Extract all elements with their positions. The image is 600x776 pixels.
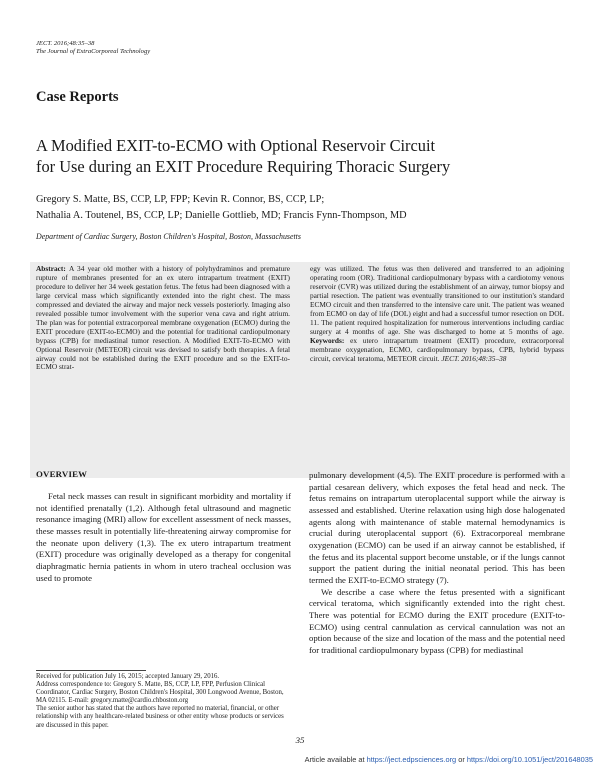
abstract-citation: JECT. 2016;48:35–38: [441, 353, 507, 363]
authors-line-2: Nathalia A. Toutenel, BS, CCP, LP; Danielle Gottlieb, MD; Francis Fynn-Thompson, MD: [36, 210, 407, 221]
authors-line-1: Gregory S. Matte, BS, CCP, LP, FPP; Kevin R. Connor, BS, CCP, LP;: [36, 194, 325, 205]
title-line-1: A Modified EXIT-to-ECMO with Optional Reservoir Circuit: [36, 136, 436, 155]
abstract-left-text: A 34 year old mother with a history of polyhydraminos and premature rupture of membranes presented for an ex utero intrapartum treatment (EXIT) procedure to deliver her 34 week gestation fetus. The fetus had been diagnosed with a large cervical mass which significantly extended into the right chest. The mass compressed and deviated the airway and major neck vessels posteriorly. Imaging also revealed possible tumor involvement with the superior vena cava and right atrium. The plan was for potential extracorporeal membrane oxygenation (ECMO) during the EXIT procedure (EXIT-to-ECMO) and the potential for traditional cardiopulmonary bypass (CPB) for mediastinal tumor resection. A Modified EXIT-To-ECMO with Optional Reservoir (METEOR) circuit was devised to satisfy both therapies. A fetal airway could not be established during the EXIT procedure and so the EXIT-to-ECMO strat-: [36, 264, 290, 372]
disclosure-note: The senior author has stated that the authors have reported no material, financial, or other relationship with any healthcare-related business or other entity whose products or services are discussed in this paper.: [36, 705, 284, 729]
footnote-divider: [36, 670, 146, 671]
overview-paragraph-2: We describe a case where the fetus presented with a significant cervical teratoma, which significantly extended into the right chest. There was potential for ECMO during the EXIT procedure (EXIT-to-ECMO) using central cannulation as cervical cannulation was not an option because of the size and location of the mass and the potential need for traditional cardiopulmonary bypass (CPB) for mediastinal: [309, 586, 565, 655]
footnotes: [36, 673, 291, 730]
author-list: [36, 192, 576, 224]
body-right-column: [309, 470, 565, 657]
affiliation: Department of Cardiac Surgery, Boston Children's Hospital, Boston, Massachusetts: [36, 232, 301, 241]
journal-header: [36, 40, 150, 57]
keywords-label: Keywords:: [310, 335, 351, 345]
keywords-text: ex utero intrapartum treatment (EXIT) procedure, extracorporeal membrane oxygenation, ECMO, cardiopulmonary bypass, CPB, hybrid bypass circuit, cervical teratoma, METEOR circuit.: [310, 335, 564, 363]
journal-citation: JECT. 2016;48:35–38: [36, 40, 95, 47]
doi-link[interactable]: https://doi.org/10.1051/ject/201648035: [466, 755, 593, 764]
footer-prefix: Article available at: [304, 755, 367, 764]
overview-paragraph-1: Fetal neck masses can result in significant morbidity and mortality if not identified prenatally (1,2). Although fetal ultrasound and magnetic resonance imaging (MRI) allow for excellent assessment of neck masses, these masses result in potentially life-threatening airway compromise for the neonate upon delivery (1,3). The ex utero intrapartum treatment (EXIT) procedure was originally developed as a therapy for congenital diaphragmatic hernia patients in whom in utero tracheal occlusion was used to promote: [36, 491, 291, 583]
abstract-left-column: [36, 265, 290, 372]
abstract-right-column: [310, 265, 564, 363]
title-line-2: for Use during an EXIT Procedure Requiring Thoracic Surgery: [36, 157, 451, 176]
correspondence-note: Address correspondence to: Gregory S. Matte, BS, CCP, LP, FPP, Perfusion Clinical Coordinator, Cardiac Surgery, Boston Children's Hospital, 300 Longwood Avenue, Boston, MA 02115. E-mail: gregory.matte@cardio.chboston.org: [36, 681, 284, 705]
page-number: 35: [295, 735, 305, 745]
journal-name: The Journal of ExtraCorporeal Technology: [36, 48, 151, 56]
overview-paragraph-1-continued: pulmonary development (4,5). The EXIT procedure is performed with a partial cesarean delivery, which exposes the fetal head and neck. The fetus remains on intrapartum uteroplacental support while the airway is assessed and established. Uterine relaxation using high dose halogenated agents along with maintenance of stable maternal hemodynamics is crucial during uteroplacental support (6). Extracorporeal membrane oxygenation (ECMO) can be used if an airway cannot be established, if the fetus and its placental support become unstable, or if the lungs cannot support the patient during the initial neonatal period. This has been termed the EXIT-to-ECMO strategy (7).: [309, 470, 565, 585]
overview-heading: OVERVIEW: [36, 469, 88, 479]
availability-footer: [0, 755, 593, 764]
section-label: Case Reports: [36, 89, 119, 105]
abstract-box: [30, 262, 570, 478]
abstract-right-text: egy was utilized. The fetus was then delivered and transferred to an adjoining operating room (OR). Traditional cardiopulmonary bypass with a cardiotomy venous reservoir (CVR) was utilized during the establishment of an airway, tumor biopsy and partial resection. The patient was eventually transitioned to our institution's standard ECMO circuit and then transferred to the intensive care unit. The patient was weaned from ECMO on day of life (DOL) eight and had a successful tumor resection on DOL 11. The patient required hospitalization for numerous interventions including cardiac surgery at 4 months of age. She was discharged to home at 5 months of age.: [310, 264, 564, 336]
journal-site-link[interactable]: https://ject.edpsciences.org: [366, 755, 457, 764]
article-title: [36, 135, 576, 177]
body-left-column: [36, 491, 291, 584]
footer-or: or: [456, 755, 467, 764]
abstract-label: Abstract:: [36, 264, 69, 273]
received-note: Received for publication July 16, 2015; accepted January 29, 2016.: [36, 673, 220, 680]
